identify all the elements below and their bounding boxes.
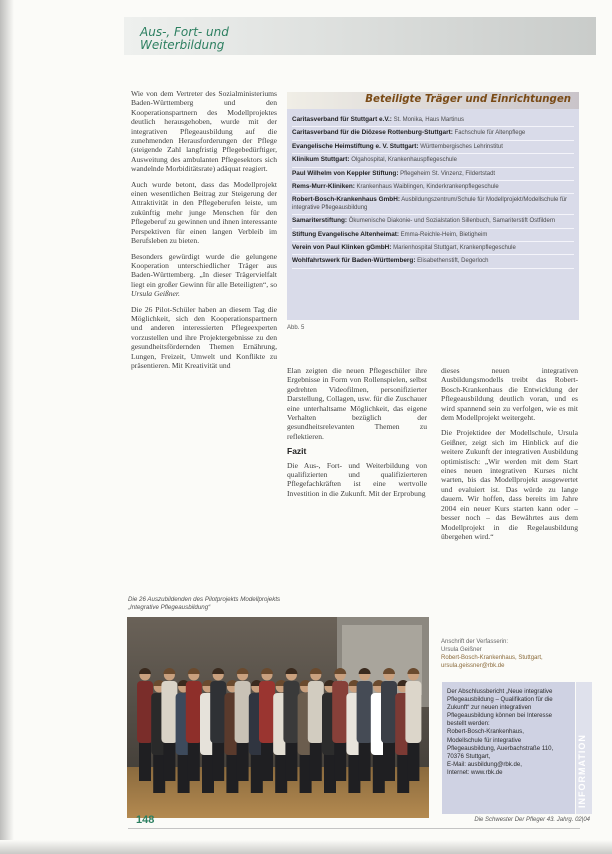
institution-item bbox=[292, 229, 574, 242]
person-silhouette bbox=[283, 668, 299, 781]
institution-name: Verein von Paul Klinken gGmbH: bbox=[292, 244, 392, 252]
person-silhouette bbox=[381, 668, 397, 781]
page-shadow-left bbox=[0, 0, 14, 854]
page-shadow-bottom bbox=[0, 840, 612, 854]
institution-name: Robert-Bosch-Krankenhaus GmbH: bbox=[292, 196, 400, 204]
paragraph bbox=[131, 252, 277, 299]
info-box bbox=[442, 682, 575, 814]
institution-item bbox=[292, 215, 574, 228]
group-photo bbox=[127, 617, 429, 818]
person-silhouette bbox=[259, 668, 275, 781]
institution-item bbox=[292, 255, 574, 268]
author-block bbox=[441, 638, 581, 670]
person-silhouette bbox=[137, 668, 153, 781]
info-line: Der Abschlussbericht „Neue integrative Pflegeausbildung – Qualifikation für die Zukunft“ zur neuen integrativen Pflegeausbildung können bei Interesse bestellt werden: bbox=[447, 688, 553, 728]
info-side-label: INFORMATION bbox=[577, 734, 587, 808]
institution-desc: Ökumenische Diakonie- und Sozialstation Sillenbuch, Samariterstift Ostfildern bbox=[348, 218, 556, 225]
institution-name: Caritasverband für Stuttgart e.V.: bbox=[292, 116, 392, 123]
institution-desc: St. Monika, Haus Martinus bbox=[393, 117, 464, 123]
author-name: Ursula Geißner bbox=[441, 647, 482, 653]
institution-name: Paul Wilhelm von Keppler Stiftung: bbox=[292, 169, 399, 177]
paragraph: Die 26 Pilot-Schüler haben an diesem Tag die Möglichkeit, sich den Kooperationspartnern und anderen interessierten Pflegeexperten vorzustellen und ihre Projektergebnisse zu den gesundheitsfördernden Themen Ernährung, Lungen, Freizeit, Umwelt und Konflikte zu präsentieren. Mit Kreativität und bbox=[131, 304, 277, 370]
info-side-tab bbox=[576, 682, 592, 814]
paragraph: Die Aus-, Fort- und Weiterbildung von qualifizierten und qualifizierteren Pflegefachkräften ist eine wertvolle Investition in die Zukunft. Mit der Erprobung bbox=[287, 460, 427, 498]
institution-desc: Olgahospital, Krankenhauspflegeschule bbox=[351, 157, 457, 164]
paragraph: dieses neuen integrativen Ausbildungsmodells treibt das Robert-Bosch-Krankenhaus die Entwicklung der Pflegeausbildung deutlich voran, und es wird spannend sein zu verfolgen, wie es mit dem Modellprojekt weitergeht. bbox=[441, 366, 578, 423]
quote-author: Ursula Geißner. bbox=[131, 289, 180, 299]
institutions-list bbox=[292, 114, 574, 269]
paragraph: Wie von dem Vertreter des Sozialministeriums Baden-Württemberg und den Kooperationspartnern des Modellprojektes deutlich herausgehoben, wurde mit der integrativen Pflegeausbildung auf die zunehmenden Herausforderungen der Pflege (steigende Zahl langfristig Pflegebedürftiger, Ausweitung des ambulanten Pflegesektors sich wandelnde Morbiditätsrate) adäquat reagiert. bbox=[131, 89, 277, 174]
section-title-line2: Weiterbildung bbox=[140, 38, 225, 52]
institution-item bbox=[292, 181, 574, 194]
institutions-box bbox=[287, 92, 579, 320]
footer-journal: Die Schwester Der Pfleger 43. Jahrg. 02|04 bbox=[474, 817, 590, 823]
institution-desc: Ausbildungszentrum/Schule für Modellprojekt/Modellschule für integrative Pflegeausbildung bbox=[292, 197, 568, 211]
photo-caption-line2: „Integrative Pflegeausbildung“ bbox=[128, 604, 211, 611]
author-label: Anschrift der Verfasserin: bbox=[441, 639, 509, 645]
institution-name: Klinikum Stuttgart: bbox=[292, 156, 350, 164]
info-line: E-Mail: ausbildung@rbk.de, bbox=[447, 760, 522, 768]
section-title-line1: Aus-, Fort- und bbox=[140, 25, 229, 39]
institution-item bbox=[292, 242, 574, 255]
person-silhouette bbox=[186, 668, 202, 781]
institution-name: Samariterstiftung: bbox=[292, 217, 348, 225]
institution-name: Evangelische Heimstiftung e. V. Stuttgart: bbox=[292, 142, 419, 150]
figure-label: Abb. 5 bbox=[287, 325, 305, 331]
institution-desc: Emma-Reichle-Heim, Bietigheim bbox=[400, 231, 488, 238]
photo-caption-line1: Die 26 Auszubildenden des Pilotprojekts Modellprojekts bbox=[128, 596, 281, 603]
section-heading: Fazit bbox=[287, 446, 307, 457]
institution-desc: Fachschule für Altenpflege bbox=[454, 130, 526, 137]
info-line: Modellschule für integrative Pflegeausbildung, Auerbachstraße 110, bbox=[447, 736, 554, 752]
paragraph: Die Projektidee der Modellschule, Ursula Geißner, zeigt sich im Hinblick auf die weitere Zukunft der integrativen Ausbildung optimistisch: „Wir werden mit dem Start eines neuen integrativen Kurses nicht warten, bis das Modellprojekt ausgewertet und evaluiert ist. Das würde zu lange dauern. Wir hoffen, dass bereits im Jahre 2004 ein neuer Kurs starten kann oder – besser noch – das Bewährtes aus dem Modellprojekt in die Regelausbildung übergehen wird.“ bbox=[441, 428, 578, 541]
institution-item bbox=[292, 127, 574, 140]
institution-name: Wohlfahrtswerk für Baden-Württemberg: bbox=[292, 257, 416, 265]
person-silhouette bbox=[357, 668, 373, 781]
footer-rule bbox=[128, 828, 580, 829]
institution-name: Rems-Murr-Kliniken: bbox=[292, 183, 355, 191]
institution-name: Stiftung Evangelische Altenheimat: bbox=[292, 230, 399, 238]
institution-item bbox=[292, 154, 574, 167]
text-column-3 bbox=[441, 366, 578, 547]
section-title bbox=[140, 26, 229, 52]
person-silhouette bbox=[308, 668, 324, 781]
institution-item bbox=[292, 141, 574, 154]
institution-item bbox=[292, 168, 574, 181]
paragraph: Auch wurde betont, dass das Modellprojekt einen wesentlichen Beitrag zur Steigerung der Attraktivität in den Pflegeberufen leiste, um zukünftig mehr junge Menschen für den Pflegeberuf zu gewinnen und ihnen interessante Perspektiven für einen langen Verbleib im Berufsleben zu bieten. bbox=[131, 179, 277, 246]
photo-caption bbox=[128, 596, 428, 612]
institution-desc: Marienhospital Stuttgart, Krankenpflegeschule bbox=[393, 245, 516, 252]
institution-name: Caritasverband für die Diözese Rottenburg-Stuttgart: bbox=[292, 129, 453, 137]
paragraph-text: Besonders gewürdigt wurde die gelungene Kooperation unterschiedlicher Träger aus Baden-Württemberg. „In dieser Trägervielfalt liegt ein großer Gewinn für alle Beteiligten“, so bbox=[131, 251, 277, 289]
institution-desc: Württembergisches Lehrinstitut bbox=[420, 143, 503, 150]
info-line: Robert-Bosch-Krankenhaus, bbox=[447, 728, 524, 736]
person-silhouette bbox=[405, 668, 421, 781]
info-line: Internet: www.rbk.de bbox=[447, 768, 503, 776]
institution-desc: Elisabethenstift, Degerloch bbox=[417, 258, 489, 265]
info-text bbox=[447, 688, 571, 777]
institutions-box-header bbox=[287, 92, 579, 109]
page-number: 148 bbox=[136, 814, 155, 826]
text-column-1 bbox=[131, 89, 277, 376]
group-photo-image bbox=[127, 617, 429, 818]
institutions-box-title: Beteiligte Träger und Einrichtungen bbox=[365, 94, 571, 105]
author-contact: Robert-Bosch-Krankenhaus, Stuttgart, ursula.geissner@rbk.de bbox=[441, 655, 543, 669]
person-silhouette bbox=[235, 668, 251, 781]
institution-item bbox=[292, 194, 574, 215]
institution-desc: Krankenhaus Waiblingen, Kinderkrankenpflegeschule bbox=[356, 184, 499, 191]
paragraph: Elan zeigten die neuen Pflegeschüler ihre Ergebnisse in Form von Rollenspielen, selbst gedrehten Videofilmen, personifizierter Darstellung, Collagen, usw. für die Zuschauer eine unterhaltsame Möglichkeit, das eigene Verhalten bezüglich der gesundheitsrelevanten Themen zu reflektieren. bbox=[287, 366, 427, 441]
person-silhouette bbox=[332, 668, 348, 781]
text-column-2 bbox=[287, 366, 427, 504]
info-line: 70376 Stuttgart, bbox=[447, 752, 491, 760]
institution-desc: Pflegeheim St. Vinzenz, Fildertstadt bbox=[400, 170, 496, 177]
person-silhouette bbox=[210, 668, 226, 781]
institution-item bbox=[292, 114, 574, 127]
person-silhouette bbox=[161, 668, 177, 781]
